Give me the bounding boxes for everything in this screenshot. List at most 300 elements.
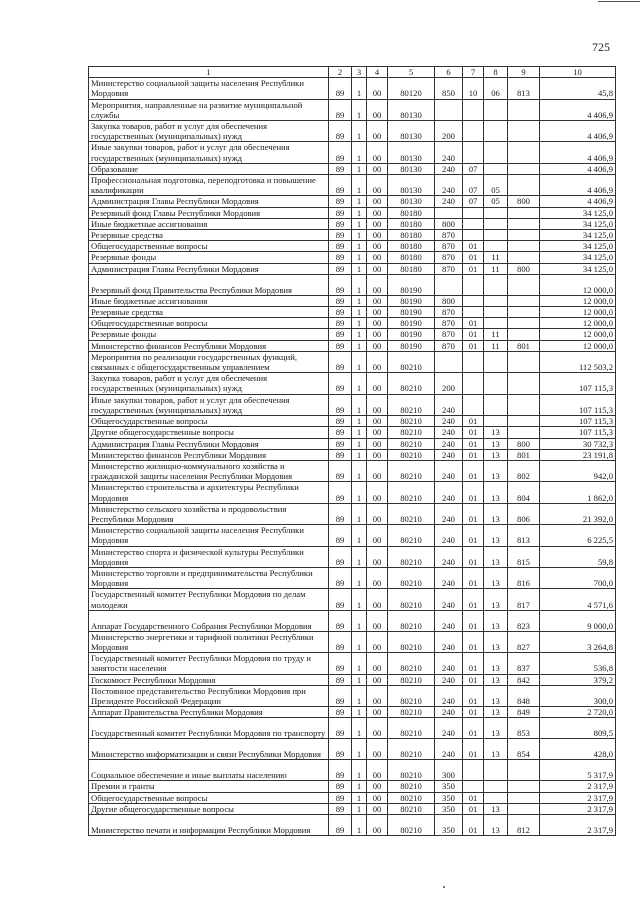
cell-department	[508, 218, 540, 229]
cell-expense-type: 240	[435, 196, 463, 207]
table-row	[89, 685, 616, 706]
cell-subprogram-code: 1	[352, 142, 367, 163]
cell-section	[463, 99, 484, 120]
cell-direction-code: 00	[367, 449, 388, 460]
cell-direction-code: 00	[367, 707, 388, 718]
cell-subsection: 13	[484, 814, 508, 835]
cell-gov-code: 89	[329, 546, 352, 567]
cell-gov-code: 89	[329, 373, 352, 394]
cell-expense-type: 240	[435, 482, 463, 503]
cell-expense-type: 870	[435, 252, 463, 263]
cell-gov-code: 89	[329, 503, 352, 524]
cell-direction-code: 00	[367, 792, 388, 803]
column-header-2: 2	[329, 67, 352, 78]
table-row	[89, 546, 616, 567]
cell-department: 837	[508, 653, 540, 674]
cell-department: 801	[508, 340, 540, 351]
cell-direction-code: 00	[367, 241, 388, 252]
cell-gov-code: 89	[329, 792, 352, 803]
cell-department	[508, 373, 540, 394]
cell-gov-code: 89	[329, 175, 352, 196]
cell-subprogram-code: 1	[352, 394, 367, 415]
cell-name: Министерство спорта и физической культуры Республики Мордовия	[89, 546, 329, 567]
cell-subsection: 11	[484, 252, 508, 263]
cell-section: 01	[463, 340, 484, 351]
cell-amount: 34 125,0	[540, 218, 616, 229]
cell-subsection: 11	[484, 329, 508, 340]
cell-subprogram-code: 1	[352, 318, 367, 329]
cell-gov-code: 89	[329, 525, 352, 546]
cell-expense-type: 240	[435, 674, 463, 685]
cell-direction-code: 00	[367, 351, 388, 372]
cell-gov-code: 89	[329, 760, 352, 781]
cell-target-code: 80210	[388, 739, 435, 760]
cell-amount: 112 503,2	[540, 351, 616, 372]
cell-department	[508, 307, 540, 318]
cell-amount: 34 125,0	[540, 230, 616, 241]
cell-department: 800	[508, 263, 540, 274]
cell-section: 07	[463, 163, 484, 174]
cell-name: Государственный комитет Республики Мордовия по труду и занятости населения	[89, 653, 329, 674]
cell-subprogram-code: 1	[352, 207, 367, 218]
cell-gov-code: 89	[329, 803, 352, 814]
cell-subprogram-code: 1	[352, 230, 367, 241]
cell-target-code: 80210	[388, 567, 435, 588]
cell-subprogram-code: 1	[352, 589, 367, 610]
cell-section: 01	[463, 503, 484, 524]
cell-department: 854	[508, 739, 540, 760]
cell-expense-type: 240	[435, 438, 463, 449]
cell-section: 01	[463, 739, 484, 760]
cell-target-code: 80120	[388, 78, 435, 99]
cell-department: 842	[508, 674, 540, 685]
cell-amount: 2 317,9	[540, 803, 616, 814]
cell-subsection: 13	[484, 589, 508, 610]
cell-target-code: 80210	[388, 373, 435, 394]
cell-expense-type: 870	[435, 329, 463, 340]
cell-subprogram-code: 1	[352, 674, 367, 685]
cell-gov-code: 89	[329, 416, 352, 427]
cell-department	[508, 760, 540, 781]
cell-name: Общегосударственные вопросы	[89, 241, 329, 252]
cell-expense-type: 240	[435, 631, 463, 652]
cell-name: Министерство печати и информации Республики Мордовия	[89, 814, 329, 835]
cell-expense-type: 240	[435, 707, 463, 718]
cell-target-code: 80210	[388, 449, 435, 460]
cell-target-code: 80190	[388, 295, 435, 306]
scan-edge-mark	[598, 1, 640, 2]
cell-target-code: 80210	[388, 525, 435, 546]
cell-gov-code: 89	[329, 814, 352, 835]
cell-subprogram-code: 1	[352, 241, 367, 252]
cell-gov-code: 89	[329, 218, 352, 229]
cell-target-code: 80190	[388, 274, 435, 295]
cell-target-code: 80130	[388, 121, 435, 142]
cell-section: 01	[463, 416, 484, 427]
cell-department: 848	[508, 685, 540, 706]
cell-section	[463, 760, 484, 781]
cell-name: Министерство жилищно-коммунального хозяйства и гражданской защиты населения Республики Мордовия	[89, 460, 329, 481]
cell-direction-code: 00	[367, 503, 388, 524]
column-header-3: 3	[352, 67, 367, 78]
cell-amount: 107 115,3	[540, 373, 616, 394]
cell-department: 849	[508, 707, 540, 718]
cell-direction-code: 00	[367, 482, 388, 503]
cell-subprogram-code: 1	[352, 351, 367, 372]
cell-gov-code: 89	[329, 142, 352, 163]
cell-gov-code: 89	[329, 449, 352, 460]
cell-section	[463, 307, 484, 318]
cell-department: 813	[508, 78, 540, 99]
cell-expense-type: 240	[435, 503, 463, 524]
cell-department	[508, 99, 540, 120]
cell-subprogram-code: 1	[352, 416, 367, 427]
cell-gov-code: 89	[329, 99, 352, 120]
table-row	[89, 674, 616, 685]
table-row	[89, 760, 616, 781]
cell-amount: 428,0	[540, 739, 616, 760]
cell-section: 01	[463, 814, 484, 835]
cell-subprogram-code: 1	[352, 295, 367, 306]
cell-name: Министерство информатизации и связи Республики Мордовия	[89, 739, 329, 760]
cell-direction-code: 00	[367, 307, 388, 318]
cell-subsection	[484, 218, 508, 229]
cell-name: Администрация Главы Республики Мордовия	[89, 438, 329, 449]
table-row	[89, 252, 616, 263]
cell-gov-code: 89	[329, 438, 352, 449]
cell-section: 01	[463, 252, 484, 263]
table-row	[89, 230, 616, 241]
cell-subprogram-code: 1	[352, 803, 367, 814]
cell-gov-code: 89	[329, 427, 352, 438]
cell-subsection: 13	[484, 427, 508, 438]
cell-name: Аппарат Государственного Собрания Республики Мордовия	[89, 610, 329, 631]
table-row	[89, 99, 616, 120]
table-row	[89, 781, 616, 792]
cell-section: 01	[463, 653, 484, 674]
cell-subsection	[484, 394, 508, 415]
cell-direction-code: 00	[367, 142, 388, 163]
cell-subprogram-code: 1	[352, 340, 367, 351]
table-row	[89, 589, 616, 610]
cell-department	[508, 781, 540, 792]
cell-target-code: 80210	[388, 707, 435, 718]
cell-expense-type: 800	[435, 295, 463, 306]
cell-section: 01	[463, 449, 484, 460]
table-row	[89, 416, 616, 427]
cell-name: Иные закупки товаров, работ и услуг для обеспечения государственных (муниципальных) нужд	[89, 142, 329, 163]
cell-expense-type: 800	[435, 218, 463, 229]
table-row	[89, 438, 616, 449]
cell-department	[508, 803, 540, 814]
cell-target-code: 80210	[388, 781, 435, 792]
cell-expense-type: 240	[435, 567, 463, 588]
cell-gov-code: 89	[329, 318, 352, 329]
cell-subsection	[484, 142, 508, 163]
cell-direction-code: 00	[367, 525, 388, 546]
table-row	[89, 610, 616, 631]
cell-department	[508, 230, 540, 241]
cell-subprogram-code: 1	[352, 99, 367, 120]
cell-subprogram-code: 1	[352, 460, 367, 481]
cell-name: Министерство энергетики и тарифной политики Республики Мордовия	[89, 631, 329, 652]
cell-subsection	[484, 318, 508, 329]
cell-department	[508, 427, 540, 438]
cell-subsection: 06	[484, 78, 508, 99]
cell-gov-code: 89	[329, 394, 352, 415]
cell-name: Иные закупки товаров, работ и услуг для обеспечения государственных (муниципальных) нужд	[89, 394, 329, 415]
cell-subprogram-code: 1	[352, 792, 367, 803]
cell-section: 01	[463, 718, 484, 739]
cell-gov-code: 89	[329, 121, 352, 142]
cell-subsection: 13	[484, 438, 508, 449]
cell-subprogram-code: 1	[352, 373, 367, 394]
cell-subsection	[484, 373, 508, 394]
cell-direction-code: 00	[367, 814, 388, 835]
cell-subsection: 13	[484, 739, 508, 760]
cell-gov-code: 89	[329, 263, 352, 274]
cell-subprogram-code: 1	[352, 329, 367, 340]
cell-expense-type: 240	[435, 427, 463, 438]
table-row	[89, 175, 616, 196]
cell-target-code: 80210	[388, 631, 435, 652]
cell-direction-code: 00	[367, 427, 388, 438]
cell-section: 01	[463, 460, 484, 481]
cell-department	[508, 121, 540, 142]
cell-subsection: 13	[484, 482, 508, 503]
cell-name: Резервные фонды	[89, 252, 329, 263]
cell-target-code: 80210	[388, 674, 435, 685]
cell-gov-code: 89	[329, 207, 352, 218]
cell-direction-code: 00	[367, 295, 388, 306]
cell-direction-code: 00	[367, 274, 388, 295]
cell-amount: 4 406,9	[540, 196, 616, 207]
cell-name: Министерство финансов Республики Мордовия	[89, 340, 329, 351]
cell-target-code: 80210	[388, 653, 435, 674]
cell-gov-code: 89	[329, 252, 352, 263]
cell-expense-type: 870	[435, 230, 463, 241]
cell-expense-type: 240	[435, 175, 463, 196]
cell-subsection: 13	[484, 449, 508, 460]
cell-name: Общегосударственные вопросы	[89, 416, 329, 427]
cell-expense-type: 240	[435, 449, 463, 460]
cell-section	[463, 373, 484, 394]
table-row	[89, 427, 616, 438]
cell-subsection: 13	[484, 567, 508, 588]
cell-department	[508, 163, 540, 174]
cell-subprogram-code: 1	[352, 175, 367, 196]
cell-section: 01	[463, 546, 484, 567]
cell-name: Общегосударственные вопросы	[89, 318, 329, 329]
cell-subprogram-code: 1	[352, 546, 367, 567]
cell-department	[508, 394, 540, 415]
cell-subsection: 11	[484, 263, 508, 274]
cell-amount: 5 317,9	[540, 760, 616, 781]
cell-amount: 59,8	[540, 546, 616, 567]
cell-expense-type: 240	[435, 718, 463, 739]
cell-subsection: 13	[484, 718, 508, 739]
cell-direction-code: 00	[367, 546, 388, 567]
cell-subsection	[484, 99, 508, 120]
cell-target-code: 80130	[388, 142, 435, 163]
cell-gov-code: 89	[329, 78, 352, 99]
cell-expense-type: 850	[435, 78, 463, 99]
cell-subprogram-code: 1	[352, 274, 367, 295]
cell-expense-type: 240	[435, 685, 463, 706]
table-header	[89, 67, 616, 78]
cell-name: Мероприятия, направленные на развитие муниципальной службы	[89, 99, 329, 120]
table-row	[89, 814, 616, 835]
cell-target-code: 80210	[388, 460, 435, 481]
cell-target-code: 80180	[388, 230, 435, 241]
table-body	[89, 78, 616, 836]
cell-amount: 4 406,9	[540, 121, 616, 142]
cell-section: 01	[463, 263, 484, 274]
cell-gov-code: 89	[329, 718, 352, 739]
cell-gov-code: 89	[329, 739, 352, 760]
cell-target-code: 80180	[388, 263, 435, 274]
cell-gov-code: 89	[329, 230, 352, 241]
cell-department: 812	[508, 814, 540, 835]
cell-target-code: 80180	[388, 207, 435, 218]
cell-subprogram-code: 1	[352, 218, 367, 229]
cell-amount: 12 000,0	[540, 295, 616, 306]
cell-gov-code: 89	[329, 781, 352, 792]
cell-name: Другие общегосударственные вопросы	[89, 427, 329, 438]
cell-direction-code: 00	[367, 781, 388, 792]
cell-gov-code: 89	[329, 653, 352, 674]
cell-direction-code: 00	[367, 263, 388, 274]
cell-target-code: 80210	[388, 760, 435, 781]
cell-amount: 12 000,0	[540, 274, 616, 295]
cell-amount: 2 720,0	[540, 707, 616, 718]
cell-section: 01	[463, 241, 484, 252]
cell-section: 01	[463, 427, 484, 438]
table-row	[89, 307, 616, 318]
cell-subprogram-code: 1	[352, 631, 367, 652]
cell-amount: 30 732,3	[540, 438, 616, 449]
cell-section: 01	[463, 589, 484, 610]
cell-direction-code: 00	[367, 718, 388, 739]
cell-direction-code: 00	[367, 252, 388, 263]
cell-name: Закупка товаров, работ и услуг для обеспечения государственных (муниципальных) нужд	[89, 121, 329, 142]
cell-amount: 4 406,9	[540, 142, 616, 163]
cell-expense-type	[435, 351, 463, 372]
table-row	[89, 460, 616, 481]
cell-subprogram-code: 1	[352, 252, 367, 263]
table-row	[89, 241, 616, 252]
cell-expense-type: 350	[435, 814, 463, 835]
cell-target-code: 80210	[388, 685, 435, 706]
cell-department	[508, 416, 540, 427]
cell-department	[508, 274, 540, 295]
cell-section: 01	[463, 707, 484, 718]
cell-gov-code: 89	[329, 685, 352, 706]
cell-amount: 4 406,9	[540, 175, 616, 196]
cell-subsection: 13	[484, 803, 508, 814]
cell-name: Администрация Главы Республики Мордовия	[89, 196, 329, 207]
cell-name: Министерство социальной защиты населения Республики Мордовия	[89, 525, 329, 546]
cell-target-code: 80210	[388, 503, 435, 524]
cell-subsection	[484, 792, 508, 803]
cell-subsection: 05	[484, 175, 508, 196]
cell-section	[463, 207, 484, 218]
cell-direction-code: 00	[367, 230, 388, 241]
cell-target-code: 80190	[388, 318, 435, 329]
cell-subprogram-code: 1	[352, 78, 367, 99]
cell-section: 01	[463, 792, 484, 803]
cell-department: 804	[508, 482, 540, 503]
cell-direction-code: 00	[367, 394, 388, 415]
cell-gov-code: 89	[329, 351, 352, 372]
cell-expense-type: 300	[435, 760, 463, 781]
table-row	[89, 263, 616, 274]
cell-amount: 107 115,3	[540, 394, 616, 415]
cell-amount: 379,2	[540, 674, 616, 685]
cell-subsection: 13	[484, 546, 508, 567]
cell-subprogram-code: 1	[352, 449, 367, 460]
cell-expense-type	[435, 207, 463, 218]
cell-expense-type: 240	[435, 610, 463, 631]
cell-subsection: 13	[484, 685, 508, 706]
cell-section: 01	[463, 482, 484, 503]
cell-expense-type: 240	[435, 142, 463, 163]
cell-target-code: 80210	[388, 438, 435, 449]
cell-expense-type: 240	[435, 653, 463, 674]
cell-subprogram-code: 1	[352, 718, 367, 739]
cell-target-code: 80210	[388, 718, 435, 739]
cell-expense-type: 870	[435, 318, 463, 329]
cell-amount: 12 000,0	[540, 318, 616, 329]
cell-direction-code: 00	[367, 460, 388, 481]
cell-subsection: 13	[484, 707, 508, 718]
cell-section: 01	[463, 610, 484, 631]
cell-expense-type: 240	[435, 416, 463, 427]
cell-gov-code: 89	[329, 674, 352, 685]
table-row	[89, 449, 616, 460]
cell-section: 01	[463, 438, 484, 449]
cell-name: Резервный фонд Правительства Республики Мордовия	[89, 274, 329, 295]
cell-expense-type: 350	[435, 781, 463, 792]
cell-direction-code: 00	[367, 196, 388, 207]
cell-subprogram-code: 1	[352, 760, 367, 781]
cell-name: Резервный фонд Главы Республики Мордовия	[89, 207, 329, 218]
cell-gov-code: 89	[329, 610, 352, 631]
cell-subprogram-code: 1	[352, 263, 367, 274]
cell-target-code: 80210	[388, 427, 435, 438]
cell-direction-code: 00	[367, 318, 388, 329]
cell-name: Резервные фонды	[89, 329, 329, 340]
table-row	[89, 218, 616, 229]
cell-subprogram-code: 1	[352, 438, 367, 449]
table-row	[89, 163, 616, 174]
cell-target-code: 80130	[388, 163, 435, 174]
cell-direction-code: 00	[367, 416, 388, 427]
cell-department	[508, 329, 540, 340]
table-row	[89, 567, 616, 588]
cell-section	[463, 781, 484, 792]
cell-section: 01	[463, 674, 484, 685]
cell-subsection	[484, 241, 508, 252]
table-row	[89, 318, 616, 329]
cell-direction-code: 00	[367, 340, 388, 351]
cell-direction-code: 00	[367, 438, 388, 449]
cell-department	[508, 142, 540, 163]
table-row	[89, 121, 616, 142]
cell-target-code: 80180	[388, 241, 435, 252]
cell-gov-code: 89	[329, 307, 352, 318]
table-row	[89, 373, 616, 394]
